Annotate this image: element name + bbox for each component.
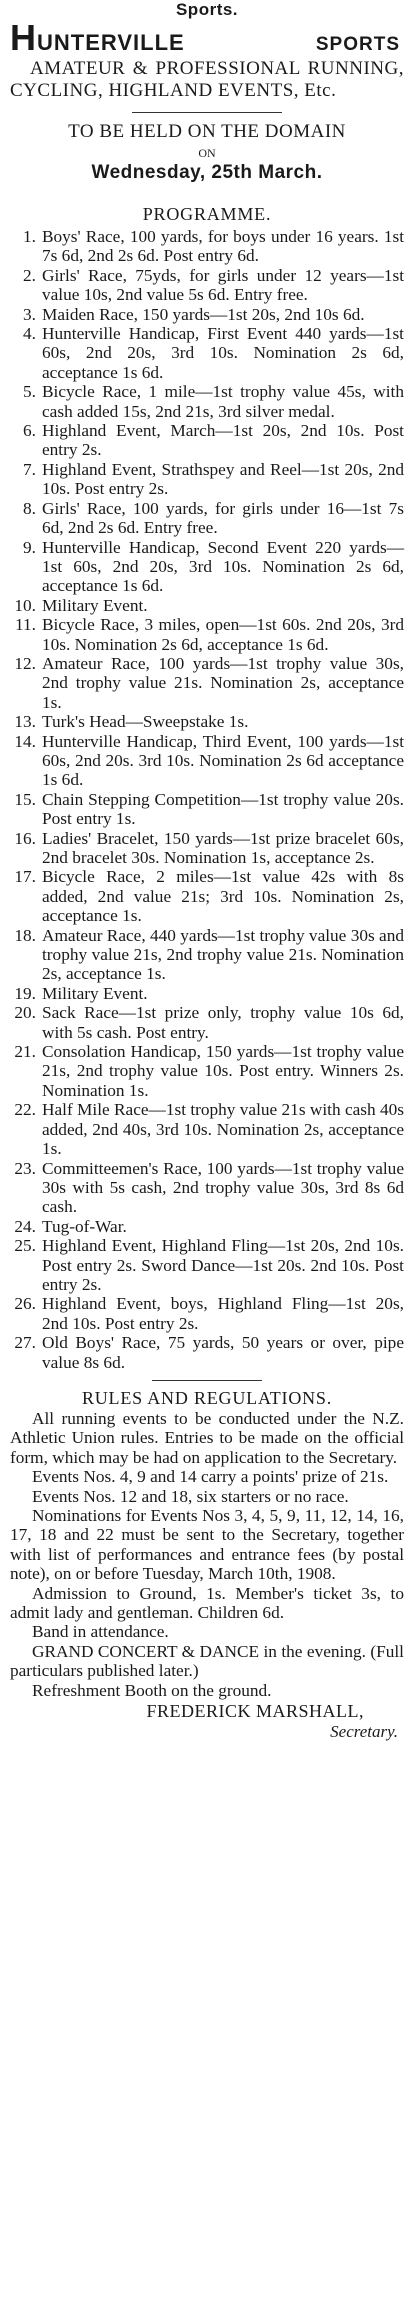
programme-item — [10, 227, 404, 266]
programme-item-text: Amateur Race, 100 yards—1st trophy value 30s, 2nd trophy value 21s. Nomination 2s, acceptance 1s. — [42, 653, 404, 712]
programme-item — [10, 829, 404, 868]
programme-item-number: 2. — [23, 265, 36, 285]
programme-item-number: 23. — [14, 1158, 36, 1178]
programme-item — [10, 1100, 404, 1158]
rules-paragraph: Nominations for Events Nos 3, 4, 5, 9, 11, 12, 14, 16, 17, 18 and 22 must be sent to the Secretary, together with list of performances and entrance fees (by postal note), on or before Tuesday, March 10th, 1908. — [10, 1506, 404, 1584]
rules-paragraph: Refreshment Booth on the ground. — [32, 1680, 272, 1700]
programme-item-number: 8. — [23, 498, 36, 518]
programme-list — [10, 227, 404, 1372]
programme-item-text: Bicycle Race, 2 miles—1st value 42s with 8s added, 2nd value 21s; 3rd 10s. Nomination 2s, acceptance 1s. — [42, 867, 404, 926]
programme-item-number: 18. — [14, 925, 36, 945]
programme-item-number: 3. — [23, 304, 36, 324]
programme-item — [10, 324, 404, 382]
programme-item — [10, 984, 404, 1003]
programme-item-text: Bicycle Race, 1 mile—1st trophy value 45s, with cash added 15s, 2nd 21s, 3rd silver medal. — [42, 382, 404, 421]
programme-item-text: Highland Event, Highland Fling—1st 20s, 2nd 10s. Post entry 2s. Sword Dance—1st 20s. 2nd 10s. Post entry 2s. — [42, 1236, 404, 1294]
signature-name: FREDERICK MARSHALL, — [146, 1701, 364, 1722]
programme-item — [10, 305, 404, 324]
programme-item-number: 24. — [14, 1216, 36, 1236]
programme-item-text: Half Mile Race—1st trophy value 21s with cash 40s added, 2nd 40s, 3rd 10s. Nomination 2s, acceptance 1s. — [42, 1100, 404, 1159]
programme-item — [10, 1217, 404, 1236]
programme-item-text: Tug-of-War. — [42, 1216, 127, 1236]
programme-item-number: 22. — [14, 1100, 36, 1120]
programme-item-number: 4. — [23, 324, 36, 344]
programme-item-text: Hunterville Handicap, First Event 440 yards—1st 60s, 2nd 20s, 3rd 10s. Nomination 2s 6d, acceptance 1s 6d. — [42, 324, 404, 382]
title-initial: H — [10, 17, 37, 58]
rules-list — [10, 1409, 404, 1700]
programme-heading: PROGRAMME. — [142, 204, 272, 224]
programme-item-number: 21. — [14, 1042, 36, 1062]
programme-item-number: 10. — [14, 595, 36, 615]
programme-item-text: Highland Event, Strathspey and Reel—1st 20s, 2nd 10s. Post entry 2s. — [42, 459, 404, 499]
programme-item-text: Turk's Head—Sweepstake 1s. — [42, 712, 249, 732]
programme-item — [10, 1042, 404, 1100]
programme-item — [10, 596, 404, 615]
programme-item — [10, 460, 404, 499]
programme-item-number: 17. — [14, 867, 36, 887]
programme-item-number: 9. — [23, 537, 36, 557]
programme-item-text: Consolation Handicap, 150 yards—1st trophy value 21s, 2nd trophy value 10s. Post entry. Winners 2s. Nomination 1s. — [42, 1042, 404, 1100]
title-rest: UNTERVILLE — [37, 30, 185, 55]
held-on-domain: TO BE HELD ON THE DOMAIN — [68, 121, 346, 142]
programme-item — [10, 1159, 404, 1217]
programme-item-text: Old Boys' Race, 75 yards, 50 years or over, pipe value 8s 6d. — [42, 1333, 404, 1372]
rules-paragraph: Band in attendance. — [32, 1622, 169, 1642]
programme-item — [10, 1003, 404, 1042]
programme-item-text: Bicycle Race, 3 miles, open—1st 60s. 2nd 20s, 3rd 10s. Nomination 2s 6d, acceptance 1s 6d. — [42, 615, 404, 654]
programme-item — [10, 712, 404, 731]
programme-item-number: 16. — [14, 828, 36, 848]
programme-item-number: 15. — [14, 789, 36, 809]
programme-item-number: 7. — [23, 459, 36, 479]
programme-item-text: Hunterville Handicap, Third Event, 100 yards—1st 60s, 2nd 20s. 3rd 10s. Nomination 2s 6d acceptance 1s 6d. — [42, 731, 404, 790]
programme-item — [10, 421, 404, 460]
subtitle: AMATEUR & PROFESSIONAL RUNNING, CYCLING, HIGHLAND EVENTS, Etc. — [10, 58, 404, 101]
programme-item-number: 27. — [14, 1333, 36, 1353]
event-date: Wednesday, 25th March. — [91, 162, 323, 183]
section-heading: Sports. — [175, 0, 239, 19]
programme-item-number: 26. — [14, 1294, 36, 1314]
programme-item — [10, 926, 404, 984]
programme-item — [10, 732, 404, 790]
title-hunterville — [10, 17, 185, 58]
programme-item-number: 25. — [14, 1236, 36, 1256]
rules-paragraph: Events Nos. 12 and 18, six starters or no race. — [32, 1486, 349, 1506]
programme-item — [10, 615, 404, 654]
programme-item-number: 13. — [14, 712, 36, 732]
programme-item-text: Amateur Race, 440 yards—1st trophy value 30s and trophy value 21s, 2nd trophy value 21s. Nomination 2s, acceptance 1s. — [42, 925, 404, 984]
divider — [132, 112, 282, 113]
on-label: ON — [198, 146, 216, 160]
rules-paragraph: GRAND CONCERT & DANCE in the evening. (Full particulars published later.) — [10, 1641, 404, 1681]
signature-title: Secretary. — [330, 1722, 398, 1742]
programme-item-text: Military Event. — [42, 983, 148, 1003]
programme-item-text: Highland Event, boys, Highland Fling—1st 20s, 2nd 10s. Post entry 2s. — [42, 1294, 404, 1333]
programme-item — [10, 790, 404, 829]
rules-heading: RULES AND REGULATIONS. — [81, 1387, 333, 1408]
rules-paragraph: All running events to be conducted under the N.Z. Athletic Union rules. Entries to be made on the official form, which may be had on application to the Secretary. — [10, 1408, 404, 1467]
programme-item-text: Sack Race—1st prize only, trophy value 10s 6d, with 5s cash. Post entry. — [42, 1003, 404, 1042]
divider — [152, 1380, 262, 1381]
programme-item — [10, 538, 404, 596]
title-sports: SPORTS — [315, 34, 400, 55]
programme-item-text: Boys' Race, 100 yards, for boys under 16 years. 1st 7s 6d, 2nd 2s 6d. Post entry 6d. — [42, 227, 404, 266]
programme-item-number: 12. — [14, 653, 36, 673]
programme-item-text: Girls' Race, 75yds, for girls under 12 years—1st value 10s, 2nd value 5s 6d. Entry free. — [42, 265, 404, 305]
programme-item-number: 1. — [23, 227, 36, 246]
programme-item-text: Highland Event, March—1st 20s, 2nd 10s. Post entry 2s. — [42, 421, 404, 460]
programme-item — [10, 1333, 404, 1372]
rules-paragraph: Events Nos. 4, 9 and 14 carry a points' prize of 21s. — [32, 1467, 389, 1487]
programme-item — [10, 1236, 404, 1294]
programme-item-number: 14. — [14, 731, 36, 751]
programme-item — [10, 266, 404, 305]
title-row — [10, 17, 404, 58]
programme-item-number: 5. — [23, 382, 36, 402]
programme-item-text: Girls' Race, 100 yards, for girls under 16—1st 7s 6d, 2nd 2s 6d. Entry free. — [42, 498, 404, 538]
programme-item-text: Ladies' Bracelet, 150 yards—1st prize bracelet 60s, 2nd bracelet 30s. Nomination 1s, acceptance 2s. — [42, 828, 404, 867]
programme-item-number: 20. — [14, 1003, 36, 1023]
programme-item-text: Military Event. — [42, 595, 148, 615]
programme-item — [10, 654, 404, 712]
programme-item — [10, 382, 404, 421]
programme-item — [10, 867, 404, 925]
programme-item-number: 19. — [14, 983, 36, 1003]
programme-item — [10, 499, 404, 538]
programme-item-text: Hunterville Handicap, Second Event 220 yards—1st 60s, 2nd 20s, 3rd 10s. Nomination 2s 6d, acceptance 1s 6d. — [42, 537, 404, 596]
programme-item-text: Maiden Race, 150 yards—1st 20s, 2nd 10s 6d. — [42, 304, 365, 324]
programme-item-text: Committeemen's Race, 100 yards—1st trophy value 30s with 5s cash, 2nd trophy value 30s, 3rd 8s 6d cash. — [42, 1158, 404, 1217]
programme-item-number: 6. — [23, 421, 36, 441]
programme-item-text: Chain Stepping Competition—1st trophy value 20s. Post entry 1s. — [42, 789, 404, 829]
rules-paragraph: Admission to Ground, 1s. Member's ticket 3s, to admit lady and gentleman. Children 6d. — [10, 1583, 404, 1623]
programme-item — [10, 1294, 404, 1333]
programme-item-number: 11. — [15, 615, 36, 635]
